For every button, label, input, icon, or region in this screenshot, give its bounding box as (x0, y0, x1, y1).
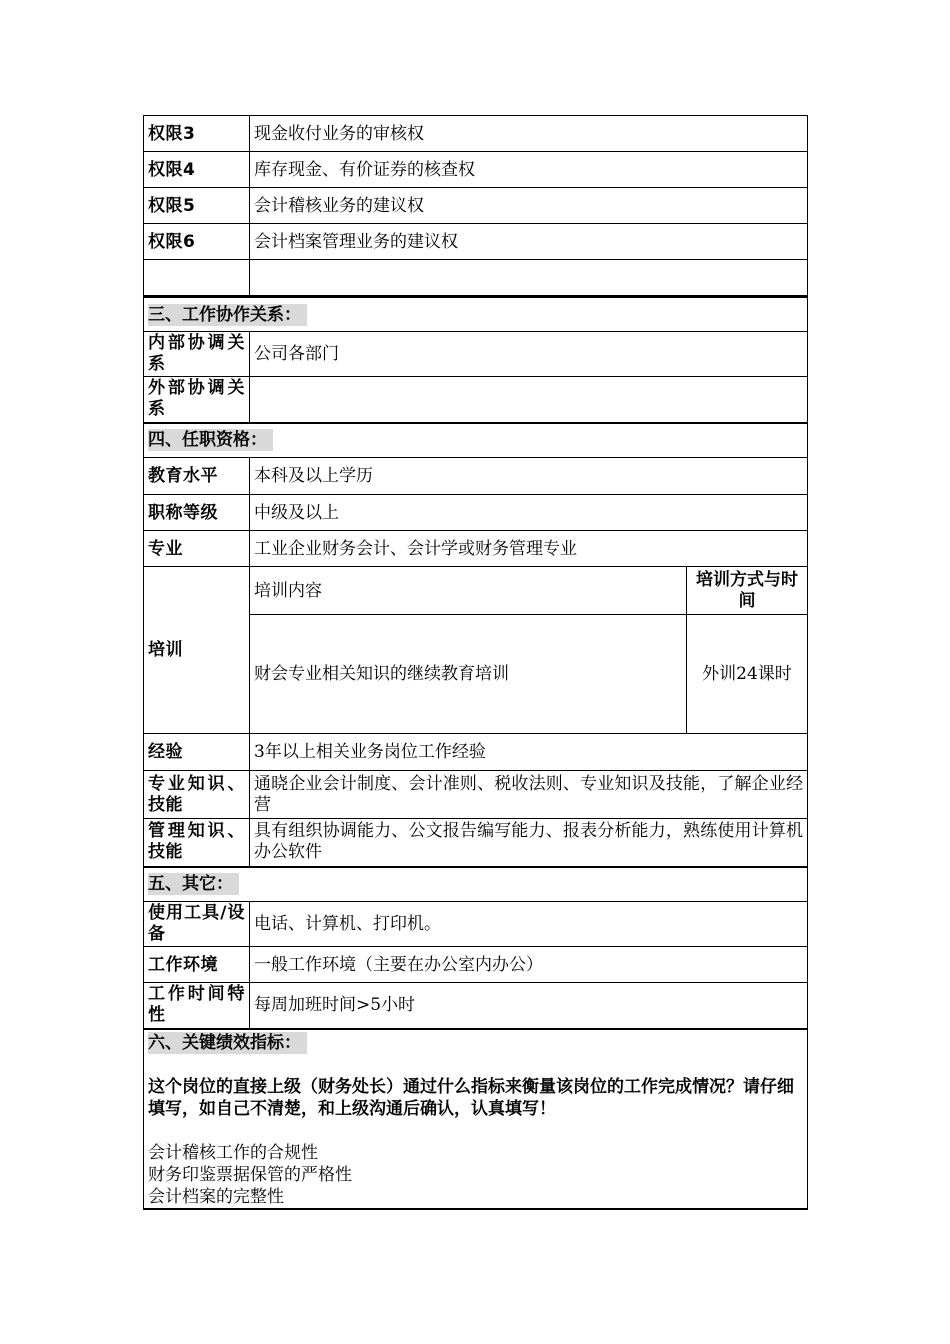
authority-row (144, 224, 808, 260)
environment-label: 工作环境 (144, 947, 250, 983)
section-title-other: 五、其它： (148, 873, 239, 895)
training-method: 外训24课时 (687, 615, 808, 734)
section-header-cell (144, 297, 808, 332)
title-level-row (144, 495, 808, 531)
section-header-row (144, 423, 808, 458)
empty-cell (250, 260, 808, 297)
section-header-row (144, 297, 808, 332)
kpi-item: 会计稽核工作的合规性 (148, 1142, 318, 1163)
tools-label: 使用工具/设备 (144, 902, 250, 947)
internal-coordination-label: 内部协调关系 (144, 332, 250, 377)
authority-label: 权限3 (144, 116, 250, 152)
authority-value: 现金收付业务的审核权 (250, 116, 808, 152)
environment-value: 一般工作环境（主要在办公室内办公） (250, 947, 808, 983)
authority-label: 权限4 (144, 152, 250, 188)
professional-knowledge-value: 通晓企业会计制度、会计准则、税收法则、专业知识及技能，了解企业经营 (250, 771, 808, 819)
internal-coordination-value: 公司各部门 (250, 332, 808, 377)
authority-value: 库存现金、有价证券的核查权 (250, 152, 808, 188)
section-title-qualifications: 四、任职资格： (148, 429, 273, 451)
experience-row (144, 734, 808, 771)
internal-coordination-row (144, 332, 808, 377)
professional-knowledge-label: 专业知识、技能 (144, 771, 250, 819)
empty-row (144, 260, 808, 297)
experience-value: 3年以上相关业务岗位工作经验 (250, 734, 808, 771)
kpi-question: 这个岗位的直接上级（财务处长）通过什么指标来衡量该岗位的工作完成情况？请仔细填写，如自己不清楚，和上级沟通后确认，认真填写！ (148, 1076, 794, 1119)
professional-knowledge-row (144, 771, 808, 819)
authority-row (144, 188, 808, 224)
work-time-label: 工作时间特性 (144, 983, 250, 1029)
authority-label: 权限6 (144, 224, 250, 260)
management-knowledge-row (144, 819, 808, 867)
section-title-kpi: 六、关键绩效指标： (148, 1032, 307, 1054)
training-label: 培训 (144, 567, 250, 734)
external-coordination-value (250, 377, 808, 423)
education-label: 教育水平 (144, 458, 250, 495)
experience-label: 经验 (144, 734, 250, 771)
kpi-row (144, 1029, 808, 1209)
training-method-header: 培训方式与时间 (687, 567, 808, 615)
major-label: 专业 (144, 531, 250, 567)
authority-row (144, 152, 808, 188)
external-coordination-row (144, 377, 808, 423)
work-time-value: 每周加班时间>5小时 (250, 983, 808, 1029)
major-value: 工业企业财务会计、会计学或财务管理专业 (250, 531, 808, 567)
authority-label: 权限5 (144, 188, 250, 224)
title-level-label: 职称等级 (144, 495, 250, 531)
training-content: 财会专业相关知识的继续教育培训 (250, 615, 687, 734)
section-title-collaboration: 三、工作协作关系： (148, 304, 307, 326)
external-coordination-label: 外部协调关系 (144, 377, 250, 423)
tools-value: 电话、计算机、打印机。 (250, 902, 808, 947)
title-level-value: 中级及以上 (250, 495, 808, 531)
training-header-row (144, 567, 808, 615)
kpi-cell (144, 1029, 808, 1209)
empty-cell (144, 260, 250, 297)
job-description-table (143, 115, 808, 1210)
kpi-item: 财务印鉴票据保管的严格性 (148, 1164, 352, 1185)
education-value: 本科及以上学历 (250, 458, 808, 495)
kpi-item: 会计档案的完整性 (148, 1186, 284, 1207)
major-row (144, 531, 808, 567)
authority-value: 会计稽核业务的建议权 (250, 188, 808, 224)
section-header-cell (144, 423, 808, 458)
management-knowledge-label: 管理知识、技能 (144, 819, 250, 867)
authority-value: 会计档案管理业务的建议权 (250, 224, 808, 260)
authority-row (144, 116, 808, 152)
work-time-row (144, 983, 808, 1029)
management-knowledge-value: 具有组织协调能力、公文报告编写能力、报表分析能力，熟练使用计算机办公软件 (250, 819, 808, 867)
environment-row (144, 947, 808, 983)
section-header-cell (144, 867, 808, 902)
section-header-row (144, 867, 808, 902)
tools-row (144, 902, 808, 947)
training-content-header: 培训内容 (250, 567, 687, 615)
education-row (144, 458, 808, 495)
kpi-list (148, 1142, 803, 1208)
